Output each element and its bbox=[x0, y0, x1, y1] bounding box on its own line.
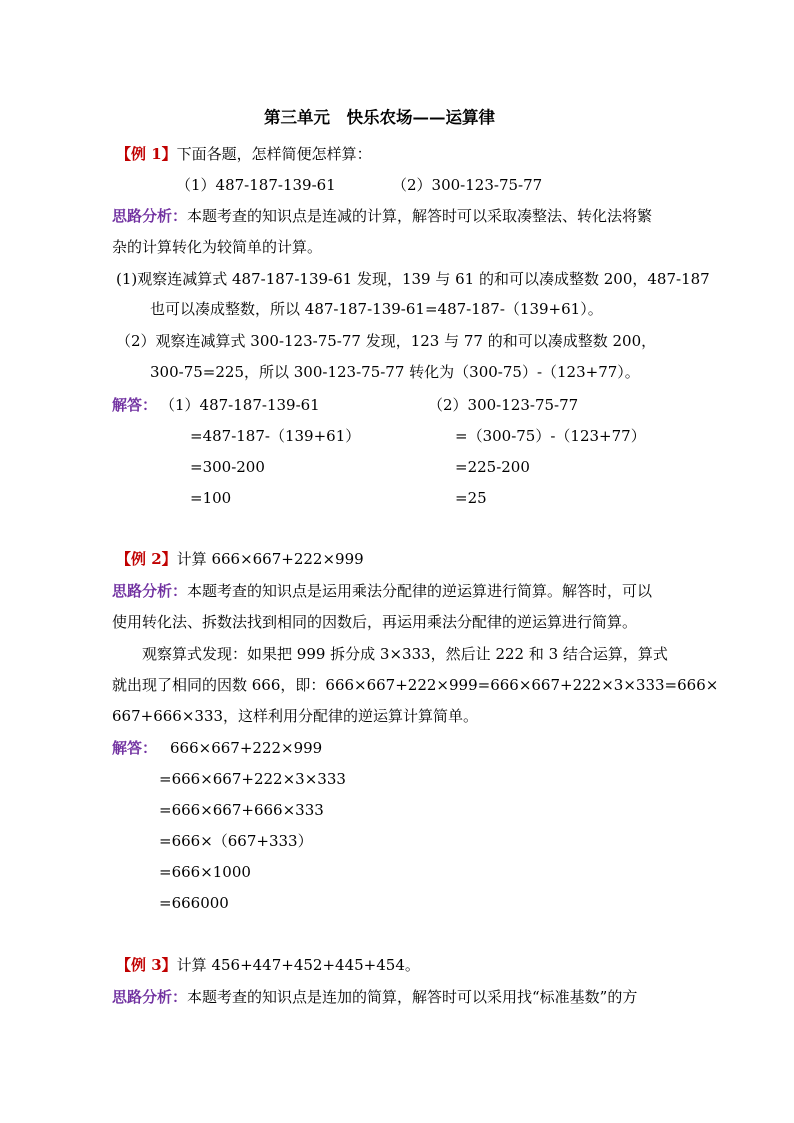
example-2-step-3: =666×667+666×333 bbox=[159, 801, 324, 819]
example-3-question-text: 计算 456+447+452+445+454。 bbox=[176, 956, 420, 974]
example-1-answer-1-line-2: =487-187-（139+61） bbox=[190, 427, 361, 445]
example-1-tag: 【例 1】 bbox=[116, 145, 177, 163]
analysis-text: 本题考查的知识点是连加的简算，解答时可以采用找“标准基数”的方 bbox=[187, 988, 638, 1006]
example-2-tag: 【例 2】 bbox=[116, 550, 177, 568]
example-1-answer-1-line-4: =100 bbox=[190, 489, 232, 507]
example-1-answer-2-line-3: =225-200 bbox=[455, 458, 530, 476]
analysis-text: 本题考查的知识点是运用乘法分配律的逆运算进行简算。解答时，可以 bbox=[187, 582, 653, 600]
example-1-answer-2-line-2: =（300-75）-（123+77） bbox=[455, 427, 646, 445]
example-1-answer-label: 解答： bbox=[112, 396, 158, 414]
example-3-tag: 【例 3】 bbox=[116, 956, 177, 974]
analysis-label: 思路分析： bbox=[112, 582, 188, 600]
example-1-question-text: 下面各题，怎样简便怎样算： bbox=[176, 145, 372, 163]
example-2-observation-1: 观察算式发现：如果把 999 拆分成 3×333，然后让 222 和 3 结合运算，算式 bbox=[142, 645, 668, 663]
example-1-analysis bbox=[112, 206, 652, 226]
example-2-step-2: =666×667+222×3×333 bbox=[159, 770, 346, 788]
example-1-observation-2-cont: 300-75=225，所以 300-123-75-77 转化为（300-75）-（123+77）。 bbox=[150, 363, 640, 381]
example-1-answer-2-line-4: =25 bbox=[455, 489, 487, 507]
page-title: 第三单元 快乐农场——运算律 bbox=[264, 108, 495, 127]
example-2-question-text: 计算 666×667+222×999 bbox=[176, 550, 364, 568]
example-1-part-1: （1）487-187-139-61 bbox=[176, 176, 336, 194]
example-1-answer-1-line-1: （1）487-187-139-61 bbox=[160, 396, 320, 414]
example-2-observation-3: 667+666×333，这样利用分配律的逆运算计算简单。 bbox=[112, 707, 479, 725]
example-3-analysis bbox=[112, 987, 637, 1007]
example-1-answer-1-line-3: =300-200 bbox=[190, 458, 265, 476]
analysis-label: 思路分析： bbox=[112, 207, 188, 225]
example-1-observation-1: (1)观察连减算式 487-187-139-61 发现，139 与 61 的和可以凑成整数 200，487-187 bbox=[116, 270, 710, 288]
example-3-question bbox=[116, 955, 420, 975]
example-2-step-5: =666×1000 bbox=[159, 863, 251, 881]
example-2-step-6: =666000 bbox=[159, 894, 229, 912]
example-1-question bbox=[116, 144, 372, 164]
example-2-answer-label: 解答： bbox=[112, 739, 158, 757]
example-1-observation-1-cont: 也可以凑成整数，所以 487-187-139-61=487-187-（139+61）。 bbox=[150, 300, 603, 318]
analysis-text: 本题考查的知识点是连减的计算，解答时可以采取凑整法、转化法将繁 bbox=[187, 207, 653, 225]
analysis-label: 思路分析： bbox=[112, 988, 188, 1006]
example-1-observation-2: （2）观察连减算式 300-123-75-77 发现，123 与 77 的和可以凑成整数 200， bbox=[116, 332, 657, 350]
example-1-part-2: （2）300-123-75-77 bbox=[392, 176, 543, 194]
example-2-step-4: =666×（667+333） bbox=[159, 832, 313, 850]
example-2-analysis-cont: 使用转化法、拆数法找到相同的因数后，再运用乘法分配律的逆运算进行简算。 bbox=[112, 613, 638, 631]
example-1-analysis-cont: 杂的计算转化为较简单的计算。 bbox=[112, 238, 323, 256]
example-2-analysis bbox=[112, 581, 652, 601]
example-2-question bbox=[116, 549, 364, 569]
example-2-step-1: 666×667+222×999 bbox=[170, 739, 323, 757]
example-1-answer-2-line-1: （2）300-123-75-77 bbox=[428, 396, 579, 414]
example-2-observation-2: 就出现了相同的因数 666，即：666×667+222×999=666×667+222×3×333=666× bbox=[112, 676, 719, 694]
